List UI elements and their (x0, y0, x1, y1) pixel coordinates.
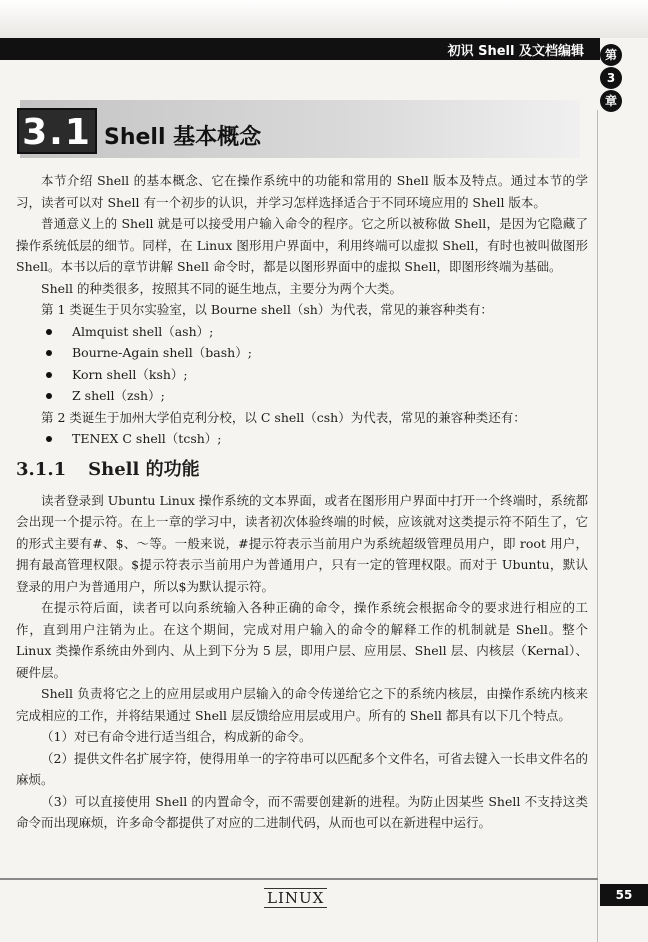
paragraph: 本节介绍 Shell 的基本概念、它在操作系统中的功能和常用的 Shell 版本及特点。通过本节的学习，读者可以对 Shell 有一个初步的认识，并学习怎样选择适合于不同环境应用的 Shell 版本。 (16, 173, 588, 210)
chapter-tab-char: 第 (600, 44, 622, 66)
list-item: Almquist shell（ash）; (16, 321, 588, 343)
list-item: Korn shell（ksh）; (16, 364, 588, 386)
paragraph: 读者登录到 Ubuntu Linux 操作系统的文本界面，或者在图形用户界面中打开一个终端时，系统都会出现一个提示符。在上一章的学习中，读者初次体验终端的时候，应该就对这类提示符不陌生了，它的形式主要有#、$、～等。一般来说，#提示符表示当前用户为系统超级管理员用户，即 root 用户，拥有最高管理权限。$提示符表示当前用户为普通用户，只有一定的管理权限。而对于 Ubuntu，默认登录的用户为普通用户，所以$为默认提示符。 (16, 492, 588, 594)
subsection-number: 3.1.1 (16, 458, 67, 480)
paragraph: 普通意义上的 Shell 就是可以接受用户输入命令的程序。它之所以被称做 Shell，是因为它隐藏了操作系统低层的细节。同样，在 Linux 图形用户界面中，利用终端可以虚拟 Shell，有时也被叫做图形 Shell。本书以后的章节讲解 Shell 命令时，都是以图形界面中的虚拟 Shell，即图形终端为基础。 (16, 216, 588, 274)
page-body (16, 170, 588, 834)
subsection-title: Shell 的功能 (88, 458, 200, 480)
footer-rule (0, 878, 598, 880)
paragraph: （3）可以直接使用 Shell 的内置命令，而不需要创建新的进程。为防止因某些 Shell 不支持这类命令而出现麻烦，许多命令都提供了对应的二进制代码，从而也可以在新进程中运行。 (16, 793, 588, 830)
top-band (0, 0, 648, 38)
paragraph: 第 2 类诞生于加州大学伯克利分校，以 C shell（csh）为代表，常见的兼容种类还有： (41, 409, 526, 425)
section-title: Shell 基本概念 (104, 125, 262, 150)
list-item: TENEX C shell（tcsh）; (16, 428, 588, 450)
bell-shell-list (16, 321, 588, 407)
footer-logo: LINUX (264, 888, 327, 908)
berkeley-shell-list (16, 428, 588, 450)
list-item: Bourne-Again shell（bash）; (16, 342, 588, 364)
subsection-heading (16, 458, 588, 482)
paragraph: 在提示符后面，读者可以向系统输入各种正确的命令，操作系统会根据命令的要求进行相应的工作，直到用户注销为止。在这个期间，完成对用户输入的命令的解释工作的机制就是 Shell。整个 Linux 类操作系统由外到内、从上到下分为 5 层，即用户层、应用层、Shell 层、内核层（Kernal）、硬件层。 (16, 600, 588, 680)
paragraph: 第 1 类诞生于贝尔实验室，以 Bourne shell（sh）为代表，常见的兼容种类有： (41, 302, 493, 317)
section-number-badge: 3.1 (17, 108, 97, 154)
chapter-tab-number: 3 (600, 67, 622, 89)
chapter-tab (598, 44, 624, 113)
paragraph: （1）对已有命令进行适当组合，构成新的命令。 (41, 729, 312, 744)
margin-rule (597, 110, 598, 942)
paragraph: Shell 负责将它之上的应用层或用户层输入的命令传递给它之下的系统内核层，由操作系统内核来完成相应的工作，并将结果通过 Shell 层反馈给应用层或用户。所有的 Shell 都具有以下几个特点。 (16, 686, 588, 723)
paragraph: （2）提供文件名扩展字符，使得用单一的字符串可以匹配多个文件名，可省去键入一长串文件名的麻烦。 (16, 750, 588, 787)
paragraph: Shell 的种类很多，按照其不同的诞生地点，主要分为两个大类。 (41, 280, 402, 296)
running-header (0, 38, 600, 60)
list-item: Z shell（zsh）; (16, 385, 588, 407)
chapter-tab-char: 章 (600, 90, 622, 112)
page-number: 55 (600, 884, 648, 906)
running-header-title: 初识 Shell 及文档编辑 (447, 43, 584, 59)
